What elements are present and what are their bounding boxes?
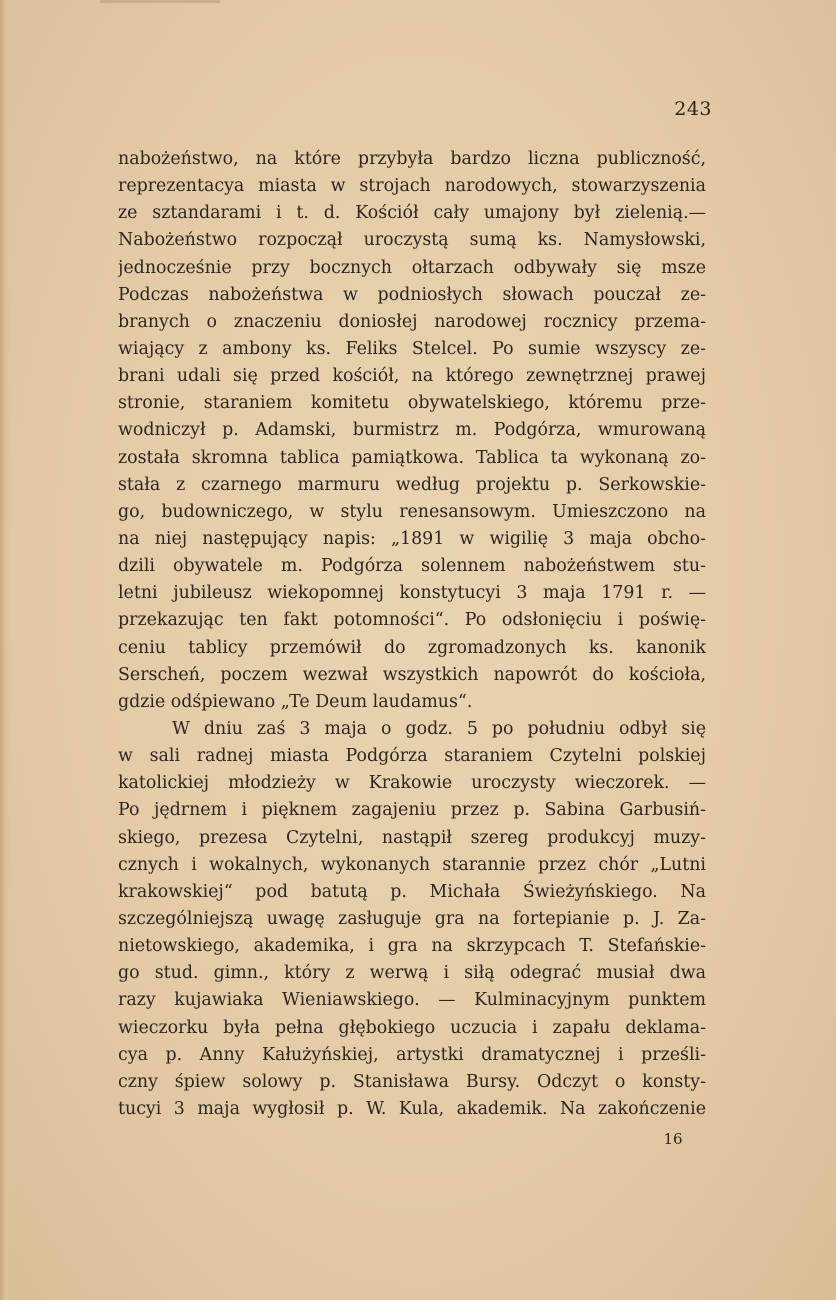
text-line: go stud. gimn., który z werwą i siłą odegrać musiał dwa: [118, 963, 706, 984]
text-line: szczególniejszą uwagę zasługuje gra na fortepianie p. J. Za-: [118, 908, 706, 929]
text-line: dzili obywatele m. Podgórza solennem nabożeństwem stu-: [118, 556, 706, 577]
text-line: katolickiej młodzieży w Krakowie uroczysty wieczorek. —: [118, 773, 706, 794]
text-line: skiego, prezesa Czytelni, nastąpił szereg produkcyj muzy-: [118, 827, 706, 848]
text-line: tucyi 3 maja wygłosił p. W. Kula, akademik. Na zakończenie: [118, 1098, 706, 1119]
text-line: cya p. Anny Kałużyńskiej, artystki dramatycznej i prześli-: [118, 1044, 706, 1065]
body-text: [118, 146, 706, 1123]
text-line: Podczas nabożeństwa w podniosłych słowach pouczał ze-: [118, 284, 706, 305]
text-line: wieczorku była pełna głębokiego uczucia i zapału deklama-: [118, 1017, 706, 1038]
text-line: została skromna tablica pamiątkowa. Tablica ta wykonaną zo-: [118, 447, 706, 468]
text-line: W dniu zaś 3 maja o godz. 5 po południu odbył się: [172, 718, 706, 739]
text-line: nabożeństwo, na które przybyła bardzo liczna publiczność,: [118, 149, 706, 169]
page-number: 243: [674, 98, 712, 120]
text-line: go, budowniczego, w stylu renesansowym. Umieszczono na: [118, 501, 706, 522]
text-line: ceniu tablicy przemówił do zgromadzonych ks. kanonik: [118, 637, 706, 658]
text-line: Nabożeństwo rozpoczął uroczystą sumą ks. Namysłowski,: [118, 230, 706, 251]
page-top-tear: [100, 0, 220, 3]
text-line: Po jędrnem i pięknem zagajeniu przez p. Sabina Garbusiń-: [118, 800, 706, 821]
text-line: wiający z ambony ks. Feliks Stelcel. Po sumie wszyscy ze-: [118, 338, 706, 359]
text-line: brani udali się przed kościół, na którego zewnętrznej prawej: [118, 366, 706, 387]
text-line: razy kujawiaka Wieniawskiego. — Kulminacyjnym punktem: [118, 990, 706, 1011]
text-line: jednocześnie przy bocznych ołtarzach odbywały się msze: [118, 257, 706, 278]
text-line: przekazując ten fakt potomności“. Po odsłonięciu i poświę-: [118, 610, 706, 631]
text-line: stała z czarnego marmuru według projektu p. Serkowskie-: [118, 474, 706, 495]
text-line: cznych i wokalnych, wykonanych starannie przez chór „Lutni: [118, 854, 706, 875]
text-line: stronie, staraniem komitetu obywatelskiego, któremu prze-: [118, 393, 706, 414]
printer-signature-mark: 16: [663, 1130, 683, 1148]
page-edge-shadow: [0, 0, 10, 1300]
text-line: czny śpiew solowy p. Stanisława Bursy. Odczyt o konsty-: [118, 1071, 706, 1092]
text-line: branych o znaczeniu doniosłej narodowej rocznicy przema-: [118, 311, 706, 332]
text-line: w sali radnej miasta Podgórza staraniem Czytelni polskiej: [118, 746, 706, 767]
text-line: reprezentacya miasta w strojach narodowych, stowarzyszenia: [118, 176, 706, 197]
text-line: gdzie odśpiewano „Te Deum laudamus“.: [118, 691, 473, 712]
text-line: wodniczył p. Adamski, burmistrz m. Podgórza, wmurowaną: [118, 420, 706, 441]
text-line: Serscheń, poczem wezwał wszystkich napowrót do kościoła,: [118, 664, 706, 685]
text-line: krakowskiej“ pod batutą p. Michała Świeżyńskiego. Na: [118, 881, 706, 902]
text-line: na niej następujący napis: „1891 w wigilię 3 maja obcho-: [118, 528, 706, 549]
text-line: ze sztandarami i t. d. Kościół cały umajony był zielenią.—: [118, 203, 706, 224]
text-line: letni jubileusz wiekopomnej konstytucyi 3 maja 1791 r. —: [118, 583, 706, 604]
text-line: nietowskiego, akademika, i gra na skrzypcach T. Stefańskie-: [118, 936, 706, 957]
